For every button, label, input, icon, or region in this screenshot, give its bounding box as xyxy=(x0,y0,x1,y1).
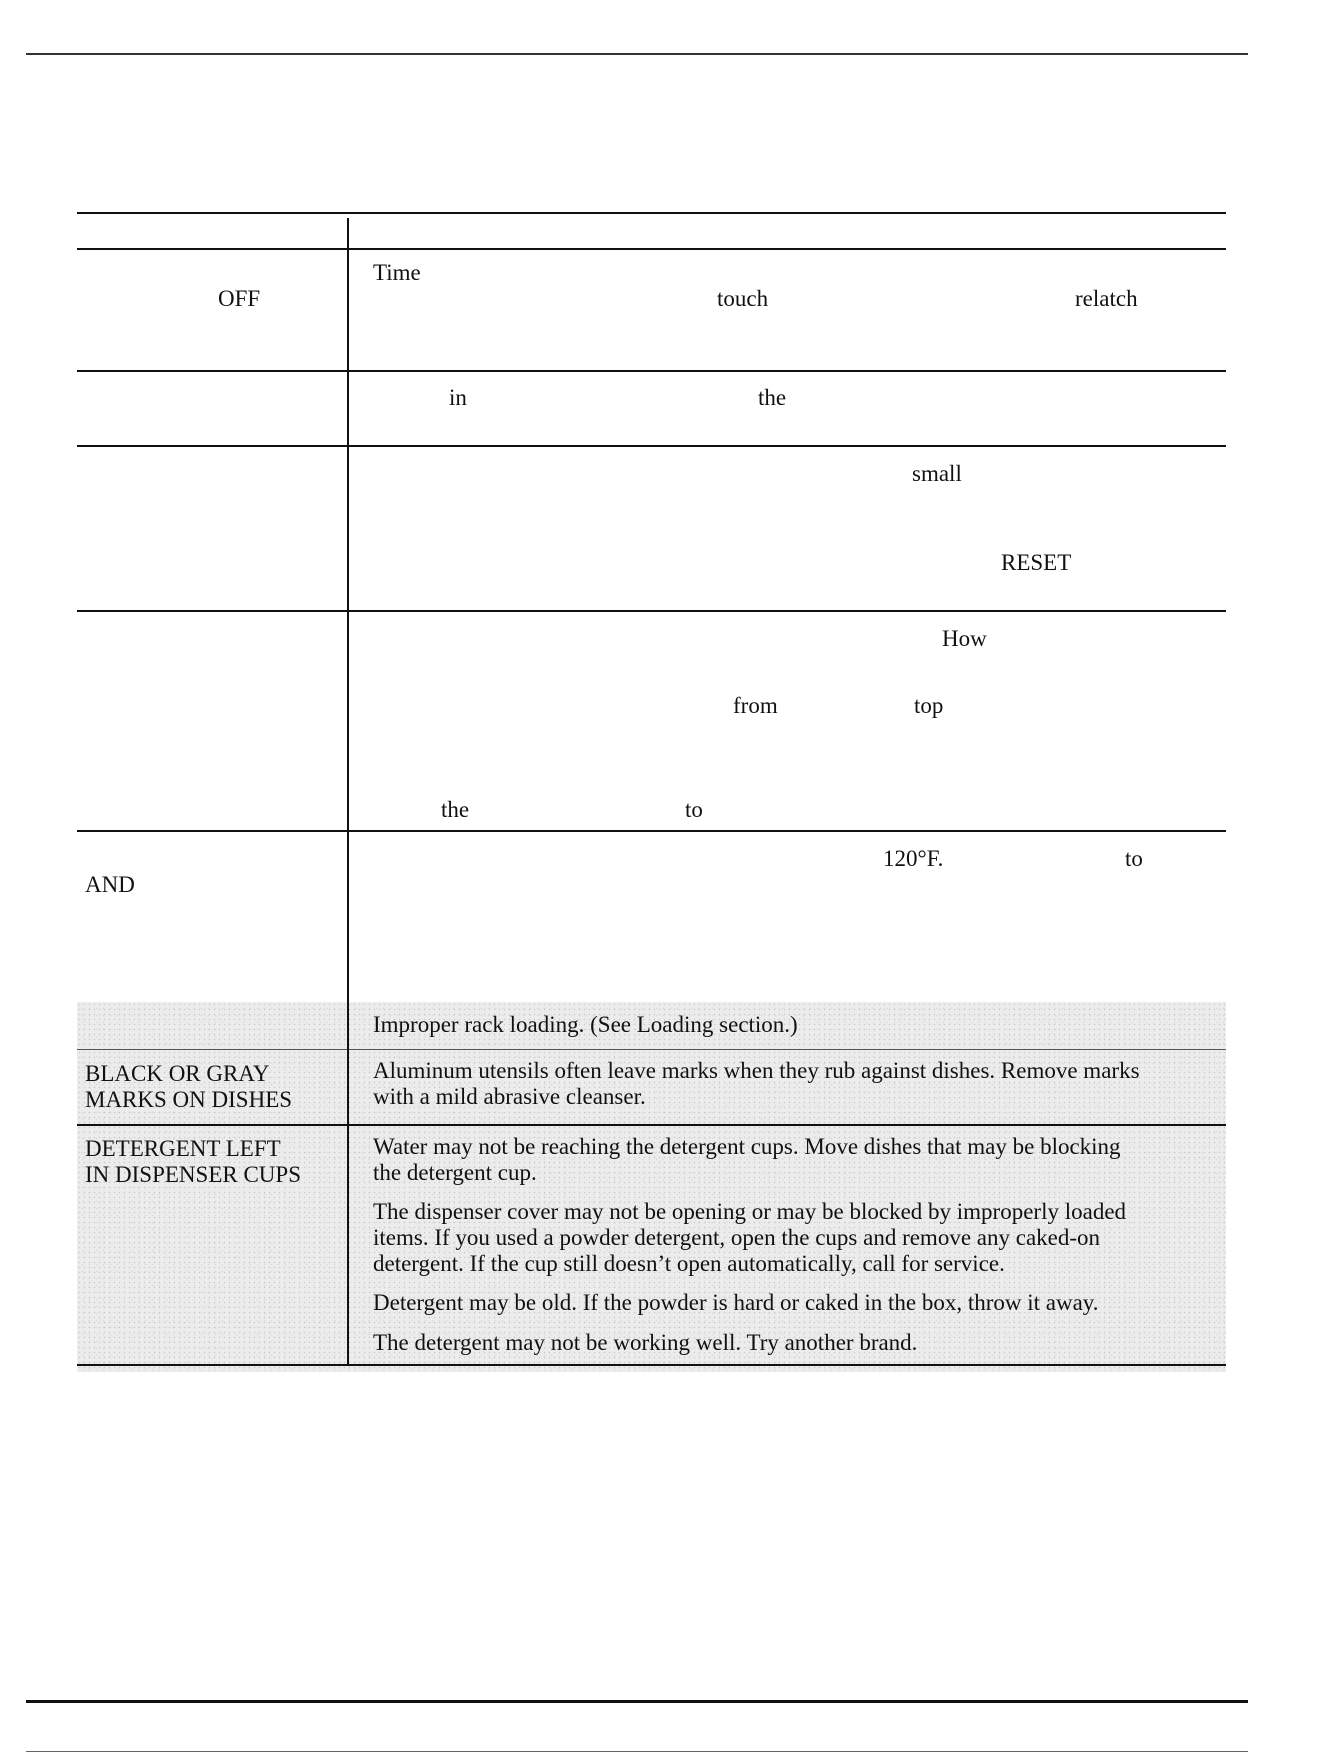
problem-fragment: OFF xyxy=(218,286,261,311)
problem-label-line: IN DISPENSER CUPS xyxy=(85,1162,301,1187)
problem-fragment: AND xyxy=(85,872,135,897)
problem-label-line: BLACK OR GRAY xyxy=(85,1061,270,1086)
solution-fragment: top xyxy=(914,693,944,718)
header-bottom-rule xyxy=(77,248,1226,250)
solution-fragment: Time xyxy=(373,260,421,285)
top-rule xyxy=(26,53,1248,55)
solution-line: The dispenser cover may not be opening or may be blocked by improperly loaded xyxy=(373,1199,1127,1224)
problem-label-line: DETERGENT LEFT xyxy=(85,1136,281,1161)
row-divider xyxy=(77,1049,1226,1050)
solution-line: with a mild abrasive cleanser. xyxy=(373,1084,646,1109)
problem-label-line: MARKS ON DISHES xyxy=(85,1087,293,1112)
solution-line: The detergent may not be working well. Try another brand. xyxy=(373,1330,918,1355)
row-divider xyxy=(77,445,1226,447)
bottom-rule xyxy=(26,1700,1248,1703)
solution-line: Aluminum utensils often leave marks when they rub against dishes. Remove marks xyxy=(373,1058,1140,1083)
solution-fragment: to xyxy=(1125,846,1143,871)
solution-line: Detergent may be old. If the powder is hard or caked in the box, throw it away. xyxy=(373,1290,1099,1315)
table-top-rule xyxy=(77,212,1226,214)
solution-line: detergent. If the cup still doesn’t open automatically, call for service. xyxy=(373,1251,1005,1276)
row-divider xyxy=(77,370,1226,372)
column-divider xyxy=(347,218,349,1366)
solution-fragment: small xyxy=(912,461,962,486)
solution-fragment: from xyxy=(733,693,778,718)
table-bottom-rule xyxy=(77,1364,1226,1366)
bottom-thin-rule xyxy=(26,1751,1248,1752)
row-divider xyxy=(77,610,1226,612)
solution-line: items. If you used a powder detergent, open the cups and remove any caked-on xyxy=(373,1225,1101,1250)
solution-fragment: touch xyxy=(717,286,769,311)
solution-rack-loading: Improper rack loading. (See Loading section.) xyxy=(373,1012,798,1037)
solution-fragment: in xyxy=(449,385,467,410)
solution-fragment: RESET xyxy=(1001,550,1072,575)
solution-fragment: relatch xyxy=(1075,286,1138,311)
solution-fragment: the xyxy=(441,797,470,822)
row-divider xyxy=(77,830,1226,832)
solution-fragment: 120°F. xyxy=(883,846,944,871)
solution-line: Water may not be reaching the detergent cups. Move dishes that may be blocking xyxy=(373,1134,1121,1159)
solution-fragment: the xyxy=(758,385,787,410)
solution-fragment: to xyxy=(685,797,703,822)
troubleshooting-table xyxy=(77,212,1226,1372)
solution-line: the detergent cup. xyxy=(373,1160,537,1185)
row-divider xyxy=(77,1124,1226,1126)
solution-fragment: How xyxy=(942,626,987,651)
